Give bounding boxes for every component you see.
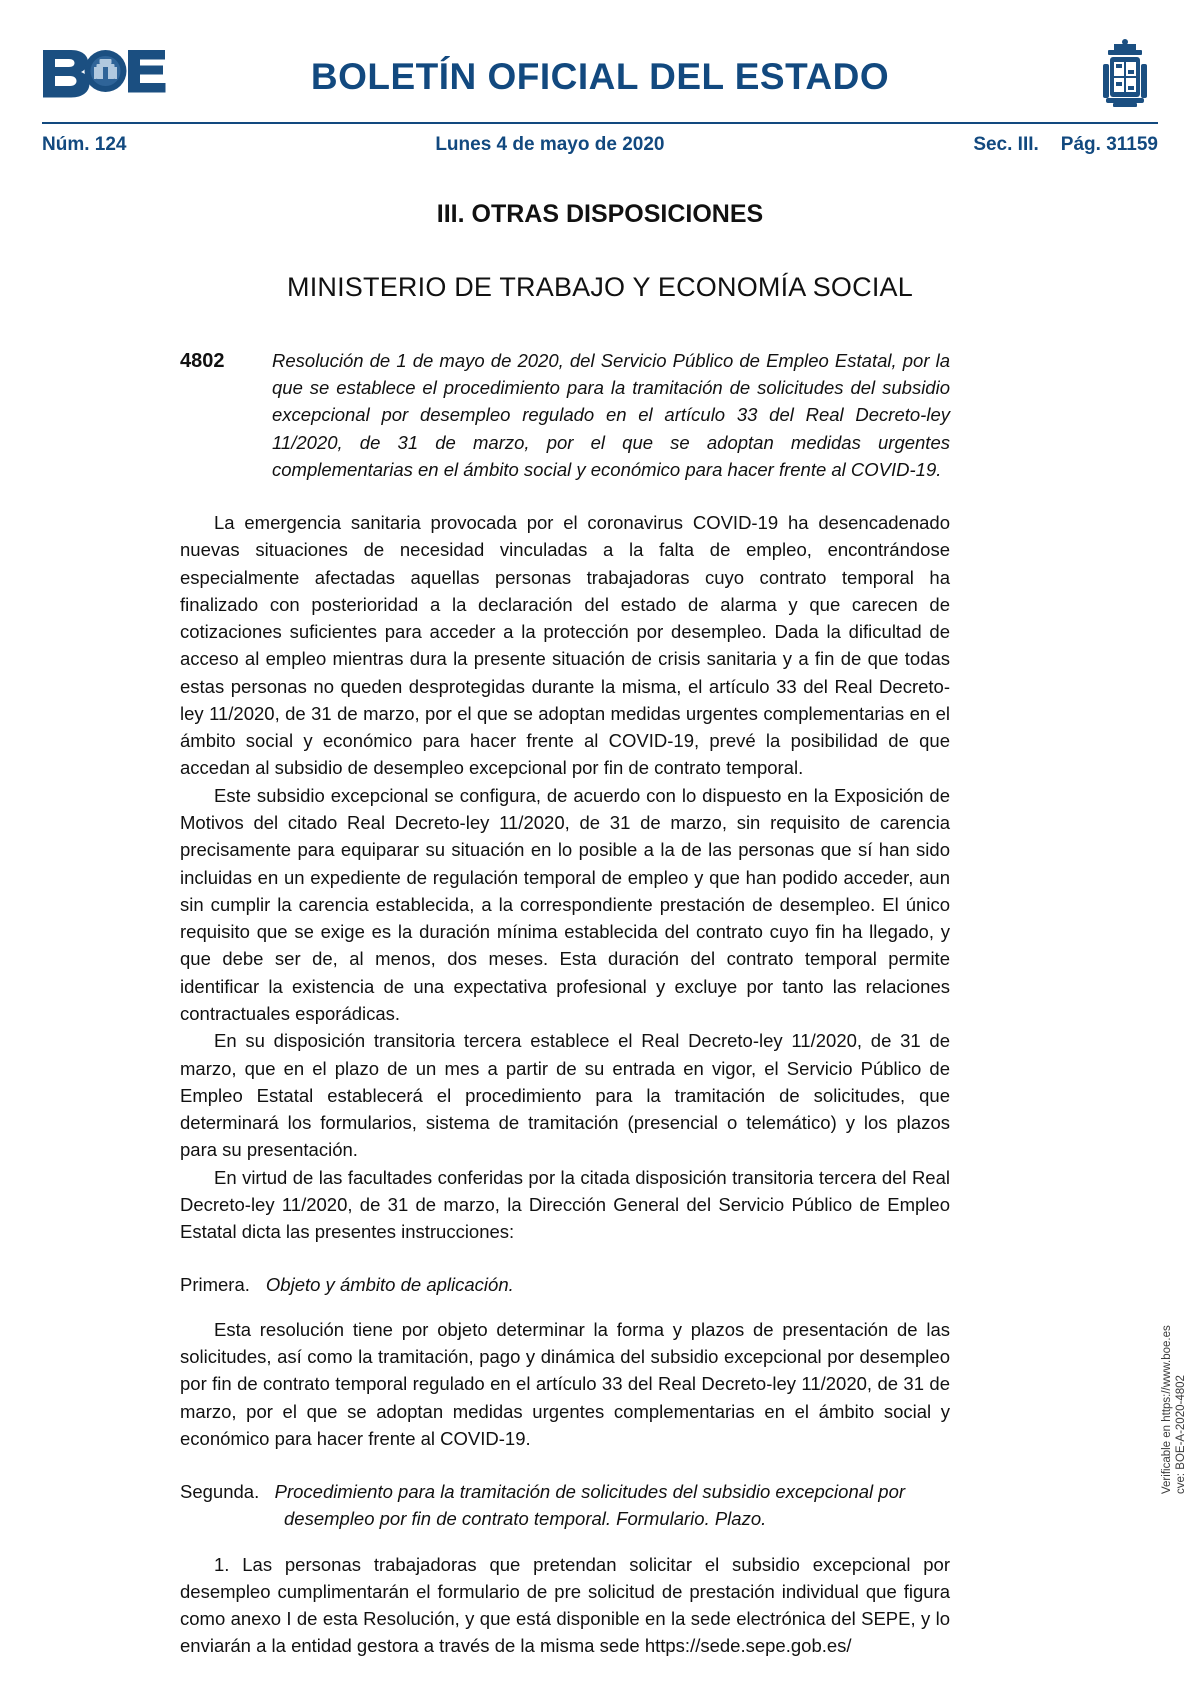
ordinal-second-description: Procedimiento para la tramitación de solicitudes del subsidio excepcional por desempleo por fin de contrato temporal. Formulario. Plazo. (274, 1481, 906, 1530)
section-label: Sec. III. (973, 134, 1039, 155)
spain-coat-of-arms-icon (1094, 38, 1156, 116)
cve-code: cve: BOE-A-2020-4802 (1175, 1375, 1187, 1494)
paragraph-5: Esta resolución tiene por objeto determinar la forma y plazos de presentación de las solicitudes, así como la tramitación, pago y dinámica del subsidio excepcional por desempleo por fin de contrato temporal regulado en el artículo 33 del Real Decreto-ley 11/2020, de 31 de marzo, por el que se adoptan medidas urgentes complementarias en el ámbito social y económico para hacer frente al COVID-19. (180, 1318, 950, 1449)
paragraph-2: Este subsidio excepcional se configura, de acuerdo con lo dispuesto en la Exposición de Motivos del citado Real Decreto-ley 11/2020, de 31 de marzo, sin requisito de carencia precisamente para equiparar su situación en lo posible a la de las personas que sí han sido incluidas en un expediente de regulación temporal de empleo y que han podido acceder, aun sin cumplir la carencia establecida, a la correspondiente prestación de desempleo. El único requisito que se exige es la duración mínima establecida del contrato cuyo fin ha llegado, y que debe ser de, al menos, dos meses. Esta duración del contrato temporal permite identificar la existencia de una expectativa profesional y excluye por tanto las relaciones contractuales esporádicas. (180, 784, 950, 1024)
page-number: Pág. 31159 (1060, 134, 1158, 155)
paragraph-6: 1. Las personas trabajadoras que pretendan solicitar el subsidio excepcional por desempleo cumplimentarán el formulario de pre solicitud de prestación individual que figura como anexo I de esta Resolución, y que está disponible en la sede electrónica del SEPE, y lo enviarán a la entidad gestora a través de la misma sede https://sede.sepe.gob.es/ (180, 1553, 950, 1657)
ordinal-second-label: Segunda. (180, 1481, 260, 1503)
paragraph-3: En su disposición transitoria tercera establece el Real Decreto-ley 11/2020, de 31 de marzo, que en el plazo de un mes a partir de su entrada en vigor, el Servicio Público de Empleo Estatal establecerá el procedimiento para la tramitación de solicitudes, que determinará los formularios, sistema de tramitación (presencial o telemático) y los plazos para su presentación. (180, 1030, 950, 1161)
disposition-header (0, 347, 1200, 483)
ministry-heading: MINISTERIO DE TRABAJO Y ECONOMÍA SOCIAL (287, 272, 913, 302)
section-heading: III. OTRAS DISPOSICIONES (436, 200, 764, 228)
paragraph-4: En virtud de las facultades conferidas por la citada disposición transitoria tercera del Real Decreto-ley 11/2020, de 31 de marzo, la Dirección General del Servicio Público de Empleo Estatal dicta las presentes instrucciones: (180, 1166, 950, 1243)
disposition-number: 4802 (180, 350, 225, 372)
ordinal-second (180, 1478, 950, 1532)
header-info-bar (42, 128, 1158, 162)
publication-date: Lunes 4 de mayo de 2020 (435, 134, 665, 155)
issue-number: Núm. 124 (42, 134, 127, 155)
main-text-column (0, 509, 1200, 1660)
ordinal-first-label: Primera. (180, 1273, 250, 1295)
ordinal-first (180, 1271, 950, 1298)
page-title: BOLETÍN OFICIAL DEL ESTADO (310, 56, 890, 97)
paragraph-1: La emergencia sanitaria provocada por el coronavirus COVID-19 ha desencadenado nuevas situaciones de necesidad vinculadas a la falta de empleo, encontrándose especialmente afectadas aquellas personas trabajadoras cuyo contrato temporal ha finalizado con posterioridad a la declaración del estado de alarma y que carecen de cotizaciones suficientes para acceder a la protección por desempleo. Dada la dificultad de acceso al empleo mientras dura la presente situación de crisis sanitaria y a fin de que todas estas personas no queden desprotegidas durante la misma, el artículo 33 del Real Decreto-ley 11/2020, de 31 de marzo, por el que se adoptan medidas urgentes complementarias en el ámbito social y económico para hacer frente al COVID-19, prevé la posibilidad de que accedan al subsidio de desempleo excepcional por fin de contrato temporal. (180, 511, 950, 779)
verifiable-url: Verificable en https://www.boe.es (1161, 1325, 1173, 1494)
document-body (0, 170, 1200, 1660)
disposition-title: Resolución de 1 de mayo de 2020, del Servicio Público de Empleo Estatal, por la que se establece el procedimiento para la tramitación de solicitudes del subsidio excepcional por desempleo regulado en el artículo 33 del Real Decreto-ley 11/2020, de 31 de marzo, por el que se adoptan medidas urgentes complementarias en el ámbito social y económico para hacer frente al COVID-19. (272, 350, 950, 480)
ordinal-first-description: Objeto y ámbito de aplicación. (265, 1273, 514, 1295)
verification-code (1150, 1268, 1187, 1498)
header-divider (42, 122, 1158, 124)
masthead (0, 0, 1200, 118)
